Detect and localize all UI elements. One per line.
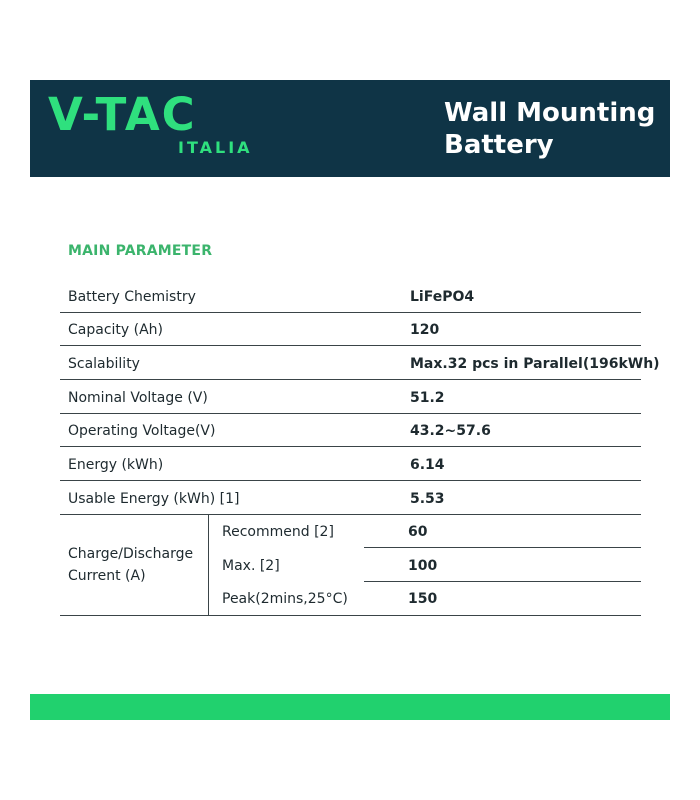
parameter-label: Energy (kWh)	[68, 457, 164, 473]
parameter-label: Nominal Voltage (V)	[68, 390, 208, 406]
parameter-label: Scalability	[68, 356, 140, 372]
parameter-label: Capacity (Ah)	[68, 322, 164, 338]
charge-discharge-label-line-2: Current (A)	[68, 568, 146, 584]
product-title-line-2: Battery	[444, 130, 554, 160]
footer-accent-bar	[30, 694, 670, 720]
section-heading: MAIN PARAMETER	[68, 243, 213, 259]
parameter-value: 43.2~57.6	[410, 423, 491, 439]
parameter-label: Operating Voltage(V)	[68, 423, 216, 439]
brand-logo-subtitle: ITALIA	[178, 138, 253, 157]
parameter-value: 5.53	[410, 491, 445, 507]
current-label: Recommend [2]	[222, 524, 334, 540]
charge-discharge-label	[68, 543, 208, 587]
parameter-value: 120	[410, 322, 440, 338]
parameter-value: Max.32 pcs in Parallel(196kWh)	[410, 356, 660, 372]
product-title-line-1: Wall Mounting	[444, 98, 656, 128]
table-row	[60, 381, 641, 414]
current-label: Max. [2]	[222, 558, 280, 574]
parameter-label: Battery Chemistry	[68, 289, 196, 305]
charge-discharge-label-line-1: Charge/Discharge	[68, 546, 194, 562]
parameter-value: 6.14	[410, 457, 445, 473]
current-value: 150	[408, 591, 438, 607]
charge-discharge-group	[60, 515, 641, 616]
table-row	[60, 313, 641, 346]
table-row	[60, 347, 660, 380]
parameter-label: Usable Energy (kWh) [1]	[68, 491, 240, 507]
current-value: 60	[408, 524, 428, 540]
table-row	[60, 414, 641, 447]
table-row	[60, 448, 641, 481]
table-row	[60, 482, 641, 515]
table-row	[209, 549, 641, 582]
parameter-value: 51.2	[410, 390, 445, 406]
parameter-value: LiFePO4	[410, 289, 475, 305]
product-title	[444, 97, 664, 161]
current-value: 100	[408, 558, 438, 574]
brand-logo: V-TAC	[48, 88, 197, 141]
table-row	[60, 280, 641, 313]
current-label: Peak(2mins,25°C)	[222, 591, 348, 607]
table-row	[209, 582, 641, 615]
row-divider	[364, 547, 641, 548]
table-row	[209, 515, 641, 548]
